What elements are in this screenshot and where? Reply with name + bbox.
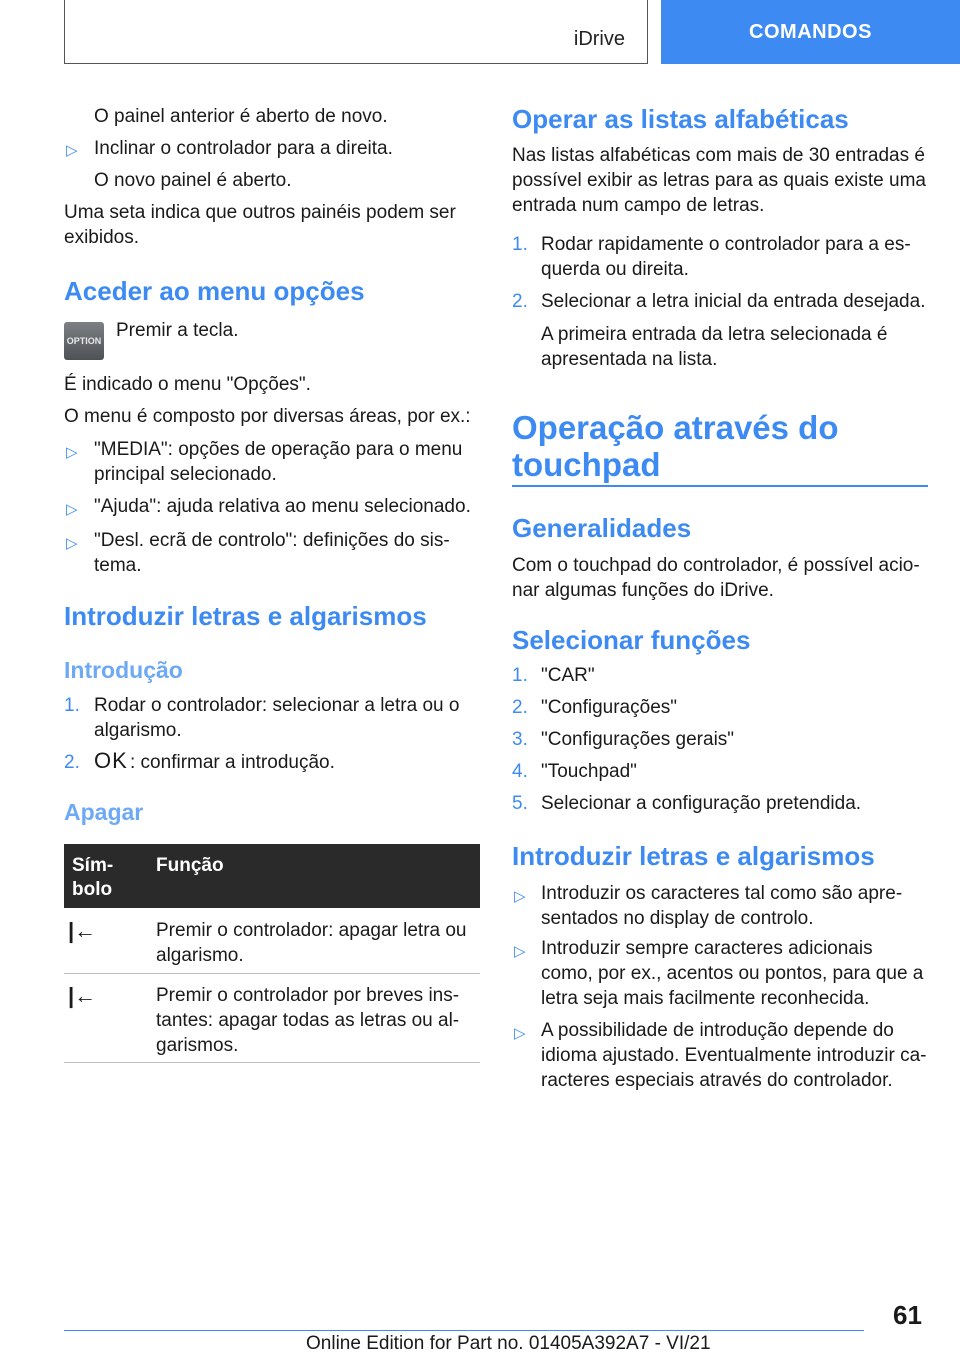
heading-delete: Apagar — [64, 799, 144, 825]
bullet-text: "MEDIA": opções de operação para o menu — [94, 439, 463, 460]
table-row-divider — [64, 1062, 480, 1063]
triangle-bullet-icon: ▷ — [514, 1025, 526, 1042]
press-key-text: Premir a tecla. — [116, 320, 239, 341]
footer-edition: Online Edition for Part no. 01405A392A7 - VI/21 — [306, 1333, 711, 1354]
table-cell: Premir o controlador: apagar letra ou — [156, 920, 467, 941]
triangle-bullet-icon: ▷ — [66, 142, 78, 159]
heading-generalities: Generalidades — [512, 513, 692, 543]
column-header-function: Função — [156, 855, 224, 876]
step-number: 1. — [64, 695, 80, 716]
bullet-text: "Desl. ecrã de controlo": definições do sis- — [94, 530, 450, 551]
table-cell: garismos. — [156, 1035, 239, 1056]
step-number: 2. — [64, 752, 80, 773]
step-text: querda ou direita. — [541, 259, 689, 280]
bullet-text: racteres especiais através do controlador. — [541, 1070, 893, 1091]
triangle-bullet-icon: ▷ — [66, 501, 78, 518]
table-cell: algarismo. — [156, 945, 244, 966]
table-cell: tantes: apagar todas as letras ou al- — [156, 1010, 460, 1031]
ok-symbol-icon: OK — [94, 748, 128, 773]
bullet-text: principal selecionado. — [94, 464, 277, 485]
step-number: 2. — [512, 697, 528, 718]
paragraph-line: Uma seta indica que outros painéis podem ser — [64, 202, 456, 223]
heading-options-menu: Aceder ao menu opções — [64, 276, 365, 306]
column-header-line: Sím- — [72, 855, 114, 876]
paragraph-line: possível exibir as letras para as quais existe uma — [512, 170, 926, 191]
bullet-text: idioma ajustado. Eventualmente introduzir ca- — [541, 1045, 927, 1066]
paragraph-line: entrada num campo de letras. — [512, 195, 765, 216]
heading-alphabetic-lists: Operar as listas alfabéticas — [512, 104, 849, 134]
column-header-symbol — [72, 854, 113, 902]
step-text: "CAR" — [541, 665, 595, 686]
triangle-bullet-icon: ▷ — [514, 943, 526, 960]
table-row-divider — [64, 973, 480, 974]
table-cell: Premir o controlador por breves ins- — [156, 985, 460, 1006]
step-text: Selecionar a letra inicial da entrada desejada. — [541, 291, 926, 312]
step-text: "Touchpad" — [541, 761, 637, 782]
bullet-text: A possibilidade de introdução depende do — [541, 1020, 894, 1041]
paragraph-line: exibidos. — [64, 227, 139, 248]
bullet-text: "Ajuda": ajuda relativa ao menu selecionado. — [94, 496, 471, 517]
delete-letter-icon: |← — [68, 918, 97, 943]
heading-line: touchpad — [512, 446, 661, 483]
bullet-text: sentados no display de controlo. — [541, 908, 814, 929]
step-subtext: apresentada na lista. — [541, 349, 718, 370]
paragraph-line: É indicado o menu "Opções". — [64, 374, 311, 395]
bullet-subtext: O novo painel é aberto. — [94, 170, 292, 191]
heading-select-functions: Selecionar funções — [512, 625, 751, 655]
step-number: 3. — [512, 729, 528, 750]
bullet-text: Introduzir os caracteres tal como são apre- — [541, 883, 903, 904]
header-box — [64, 0, 648, 64]
paragraph-line: Com o touchpad do controlador, é possível acio- — [512, 555, 920, 576]
step-number: 1. — [512, 665, 528, 686]
column-header-line: bolo — [72, 879, 113, 900]
heading-touchpad-operation — [512, 409, 839, 483]
chapter-tab: COMANDOS — [661, 0, 960, 64]
intro-text: O painel anterior é aberto de novo. — [94, 106, 388, 127]
bullet-text: letra seja mais facilmente reconhecida. — [541, 988, 870, 1009]
step-text: : confirmar a introdução. — [130, 752, 335, 773]
step-number: 1. — [512, 234, 528, 255]
step-text: Selecionar a configuração pretendida. — [541, 793, 862, 814]
step-number: 2. — [512, 291, 528, 312]
paragraph-line: nar algumas funções do iDrive. — [512, 580, 774, 601]
bullet-text: como, por ex., acentos ou pontos, para que a — [541, 963, 924, 984]
paragraph-line: Nas listas alfabéticas com mais de 30 entradas é — [512, 145, 925, 166]
step-number: 5. — [512, 793, 528, 814]
step-subtext: A primeira entrada da letra selecionada é — [541, 324, 888, 345]
bullet-text: Inclinar o controlador para a direita. — [94, 138, 393, 159]
bullet-text: tema. — [94, 555, 142, 576]
step-number: 4. — [512, 761, 528, 782]
step-text: "Configurações gerais" — [541, 729, 735, 750]
step-text: Rodar o controlador: selecionar a letra ou o — [94, 695, 460, 716]
heading-letters-2: Introduzir letras e algarismos — [512, 841, 875, 871]
step-text: "Configurações" — [541, 697, 678, 718]
delete-all-icon: |← — [68, 983, 97, 1008]
heading-letters: Introduzir letras e algarismos — [64, 601, 427, 631]
paragraph-line: O menu é composto por diversas áreas, por ex.: — [64, 406, 471, 427]
heading-underline — [512, 485, 928, 487]
step-text: algarismo. — [94, 720, 182, 741]
page-number: 61 — [893, 1300, 922, 1330]
step-text: Rodar rapidamente o controlador para a es- — [541, 234, 911, 255]
heading-line: Operação através do — [512, 409, 839, 446]
triangle-bullet-icon: ▷ — [514, 888, 526, 905]
option-key-icon: OPTION — [64, 322, 104, 360]
footer-rule — [64, 1330, 864, 1331]
table-header — [64, 844, 480, 908]
section-title: iDrive — [573, 28, 625, 50]
triangle-bullet-icon: ▷ — [66, 535, 78, 552]
heading-introduction: Introdução — [64, 657, 183, 683]
triangle-bullet-icon: ▷ — [66, 444, 78, 461]
bullet-text: Introduzir sempre caracteres adicionais — [541, 938, 873, 959]
